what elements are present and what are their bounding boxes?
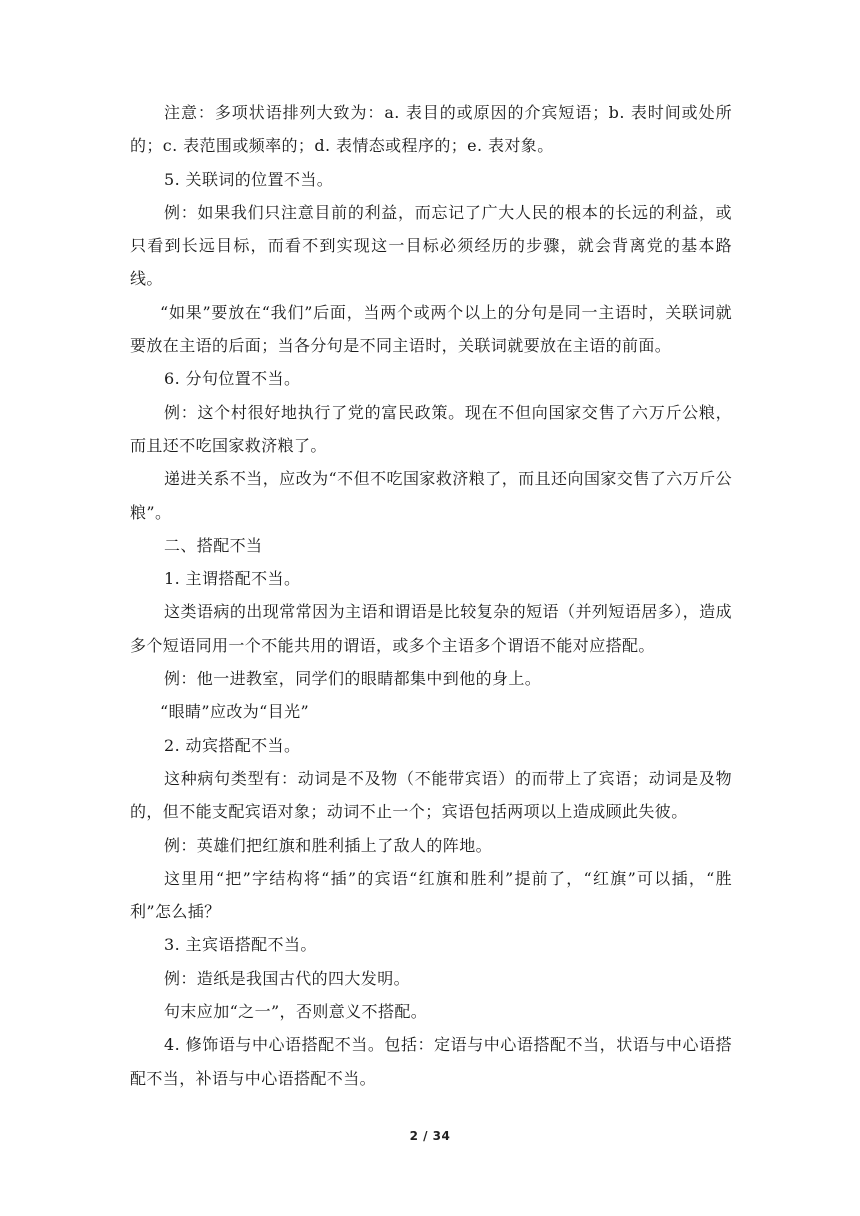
heading-subject-predicate: 1. 主谓搭配不当。 [164, 569, 301, 589]
paragraph-example-clause: 例：这个村很好地执行了党的富民政策。现在不但向国家交售了六万斤公粮，而且还不吃国家救济粮了。 [130, 402, 732, 455]
paragraph-subject-predicate-explanation: 这类语病的出现常常因为主语和谓语是比较复杂的短语（并列短语居多），造成多个短语同用一个不能共用的谓语，或多个主语多个谓语不能对应搭配。 [130, 602, 732, 655]
section-heading-mismatch: 二、搭配不当 [164, 535, 263, 555]
paragraph-example-conjunction: 例：如果我们只注意目前的利益，而忘记了广大人民的根本的长远的利益，或只看到长远目标，而看不到实现这一目标必须经历的步骤，就会背离党的基本路线。 [130, 202, 732, 289]
heading-verb-object: 2. 动宾搭配不当。 [164, 735, 301, 755]
paragraph-adverbial-order-note: 注意：多项状语排列大致为：a. 表目的或原因的介宾短语；b. 表时间或处所的；c. 表范围或频率的；d. 表情态或程序的；e. 表对象。 [130, 103, 732, 156]
page-number: 2 / 34 [409, 1129, 451, 1143]
heading-clause-position: 6. 分句位置不当。 [164, 369, 301, 389]
paragraph-verb-object-explanation: 这种病句类型有：动词是不及物（不能带宾语）的而带上了宾语；动词是及物的，但不能支配宾语对象；动词不止一个；宾语包括两项以上造成顾此失彼。 [130, 768, 732, 822]
document-body [130, 96, 732, 1095]
paragraph-conjunction-explanation: “如果”要放在“我们”后面，当两个或两个以上的分句是同一主语时，关联词就要放在主语的后面；当各分句是不同主语时，关联词就要放在主语的前面。 [130, 302, 732, 356]
heading-subject-object: 3. 主宾语搭配不当。 [164, 935, 317, 955]
paragraph-example-papermaking: 例：造纸是我国古代的四大发明。 [164, 968, 411, 988]
heading-modifier-head: 4. 修饰语与中心语搭配不当。包括：定语与中心语搭配不当，状语与中心语搭配不当，补语与中心语搭配不当。 [130, 1035, 732, 1088]
paragraph-flag-explanation: 这里用“把”字结构将“插”的宾语“红旗和胜利”提前了，“红旗”可以插，“胜利”怎么插？ [130, 868, 732, 922]
paragraph-clause-explanation: 递进关系不当，应改为“不但不吃国家救济粮了，而且还向国家交售了六万斤公粮”。 [130, 469, 732, 522]
paragraph-papermaking-correction: 句末应加“之一”，否则意义不搭配。 [164, 1002, 428, 1022]
paragraph-example-eyes: 例：他一进教室，同学们的眼睛都集中到他的身上。 [164, 669, 542, 689]
paragraph-example-flag: 例：英雄们把红旗和胜利插上了敌人的阵地。 [164, 835, 493, 855]
paragraph-eyes-correction: “眼睛”应改为“目光” [160, 702, 310, 722]
heading-conjunction-position: 5. 关联词的位置不当。 [164, 169, 334, 189]
